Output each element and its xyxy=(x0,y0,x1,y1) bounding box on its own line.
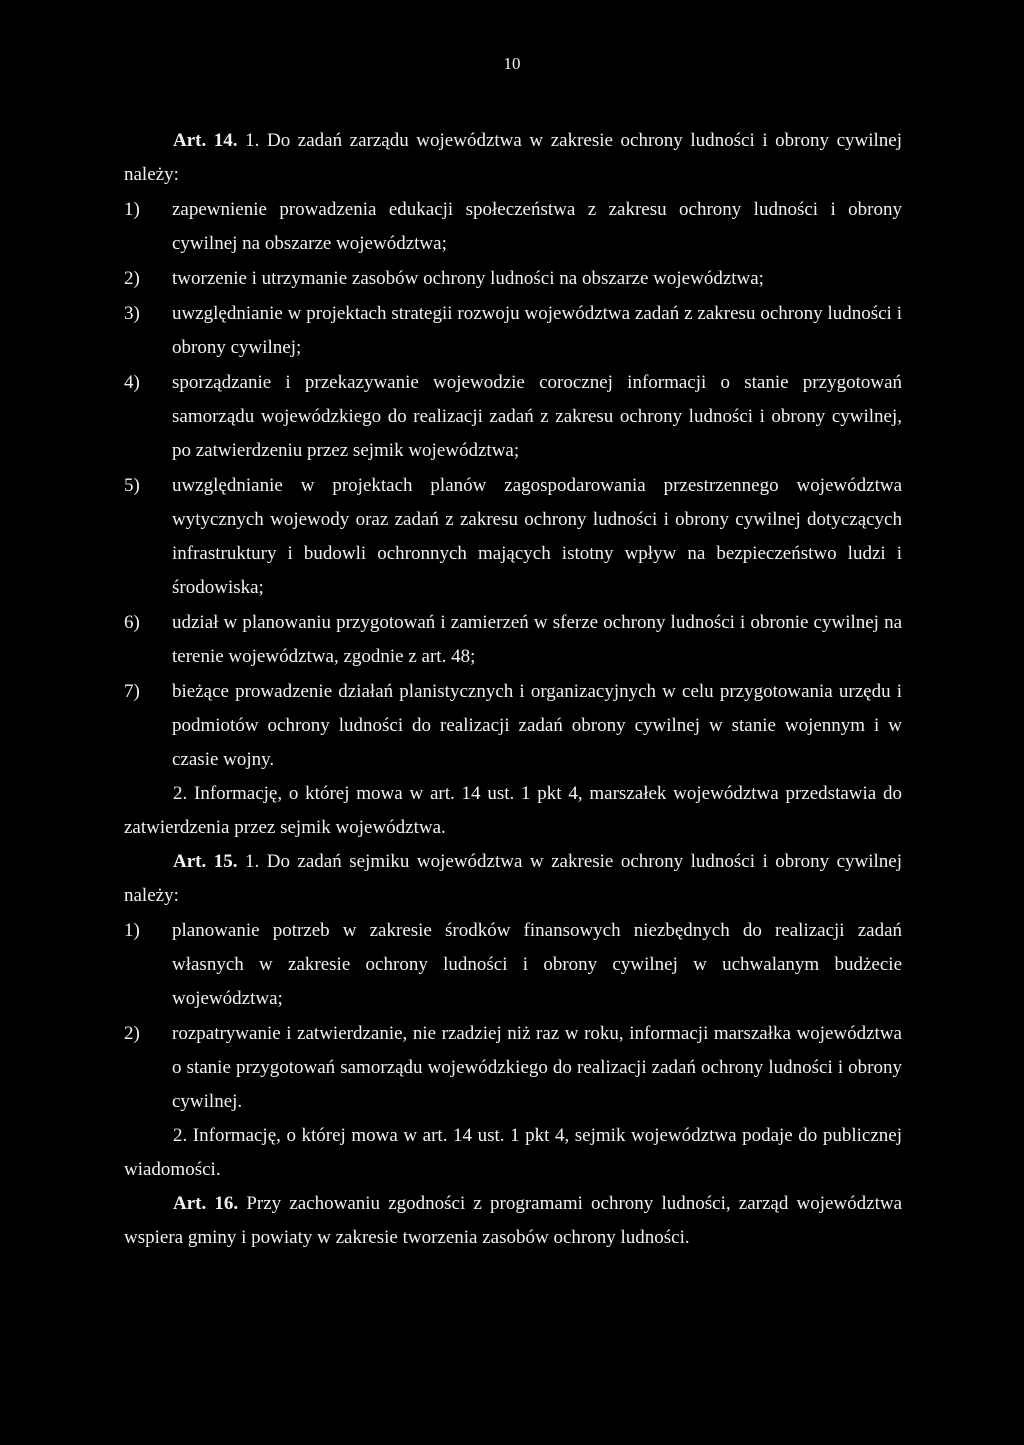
art14-item-3-num: 3) xyxy=(124,303,140,324)
art14-intro xyxy=(124,124,902,192)
art14-para-2: 2. Informację, o której mowa w art. 14 ust. 1 pkt 4, marszałek województwa przedstawia do zatwierdzenia przez sejmik województwa. xyxy=(124,783,902,838)
art15-item-1 xyxy=(124,914,902,1016)
art15-item-2-text: rozpatrywanie i zatwierdzanie, nie rzadziej niż raz w roku, informacji marszałka województwa o stanie przygotowań samorządu wojewódzkiego do realizacji zadań ochrony ludności i obrony cywilnej. xyxy=(172,1023,902,1112)
art14-item-4-num: 4) xyxy=(124,372,140,393)
art14-item-1-text: zapewnienie prowadzenia edukacji społeczeństwa z zakresu ochrony ludności i obrony cywilnej na obszarze województwa; xyxy=(172,199,902,254)
art15-intro xyxy=(124,845,902,913)
art15-item-2 xyxy=(124,1017,902,1119)
document-body xyxy=(124,124,902,1255)
art15-para-2: 2. Informację, o której mowa w art. 14 ust. 1 pkt 4, sejmik województwa podaje do publicznej wiadomości. xyxy=(124,1125,902,1180)
art14-item-7-num: 7) xyxy=(124,681,140,702)
page-number: 10 xyxy=(503,54,521,73)
art14-item-4-text: sporządzanie i przekazywanie wojewodzie corocznej informacji o stanie przygotowań samorządu wojewódzkiego do realizacji zadań z zakresu ochrony ludności i obrony cywilnej, po zatwierdzeniu przez sejmik województwa; xyxy=(172,372,902,461)
art14-item-5-num: 5) xyxy=(124,475,140,496)
art14-item-5-text: uwzględnianie w projektach planów zagospodarowania przestrzennego województwa wytycznych wojewody oraz zadań z zakresu ochrony ludności i obrony cywilnej dotyczących infrastruktury i budowli ochronnych mających istotny wpływ na bezpieczeństwo ludzi i środowiska; xyxy=(172,475,902,598)
art14-item-2-num: 2) xyxy=(124,268,140,289)
art15-item-1-text: planowanie potrzeb w zakresie środków finansowych niezbędnych do realizacji zadań własnych w zakresie ochrony ludności i obrony cywilnej w uchwalanym budżecie województwa; xyxy=(172,920,902,1009)
art14-item-1 xyxy=(124,193,902,261)
art14-item-6-num: 6) xyxy=(124,612,140,633)
art14-item-6-text: udział w planowaniu przygotowań i zamierzeń w sferze ochrony ludności i obronie cywilnej na terenie województwa, zgodnie z art. 48; xyxy=(172,612,902,667)
art14-item-7-text: bieżące prowadzenie działań planistycznych i organizacyjnych w celu przygotowania urzędu i podmiotów ochrony ludności do realizacji zadań obrony cywilnej w stanie wojennym i w czasie wojny. xyxy=(172,681,902,770)
art16-label: Art. 16. xyxy=(173,1193,239,1214)
art14-item-4 xyxy=(124,366,902,468)
art14-item-2-text: tworzenie i utrzymanie zasobów ochrony ludności na obszarze województwa; xyxy=(172,268,764,289)
art16-paragraph xyxy=(124,1187,902,1255)
art14-item-5 xyxy=(124,469,902,605)
art14-item-6 xyxy=(124,606,902,674)
art14-item-3-text: uwzględnianie w projektach strategii rozwoju województwa zadań z zakresu ochrony ludności i obrony cywilnej; xyxy=(172,303,902,358)
art15-intro-text: 1. Do zadań sejmiku województwa w zakresie ochrony ludności i obrony cywilnej należy: xyxy=(124,851,903,906)
art14-item-2 xyxy=(124,262,902,296)
art15-item-2-num: 2) xyxy=(124,1023,140,1044)
art14-item-3 xyxy=(124,297,902,365)
art14-intro-text: 1. Do zadań zarządu województwa w zakresie ochrony ludności i obrony cywilnej należy: xyxy=(124,130,903,185)
art15-label: Art. 15. xyxy=(173,851,238,872)
art15-item-1-num: 1) xyxy=(124,920,140,941)
art16-text: Przy zachowaniu zgodności z programami ochrony ludności, zarząd województwa wspiera gminy i powiaty w zakresie tworzenia zasobów ochrony ludności. xyxy=(124,1193,903,1248)
art14-label: Art. 14. xyxy=(173,130,238,151)
art14-item-7 xyxy=(124,675,902,777)
art14-item-1-num: 1) xyxy=(124,199,140,220)
